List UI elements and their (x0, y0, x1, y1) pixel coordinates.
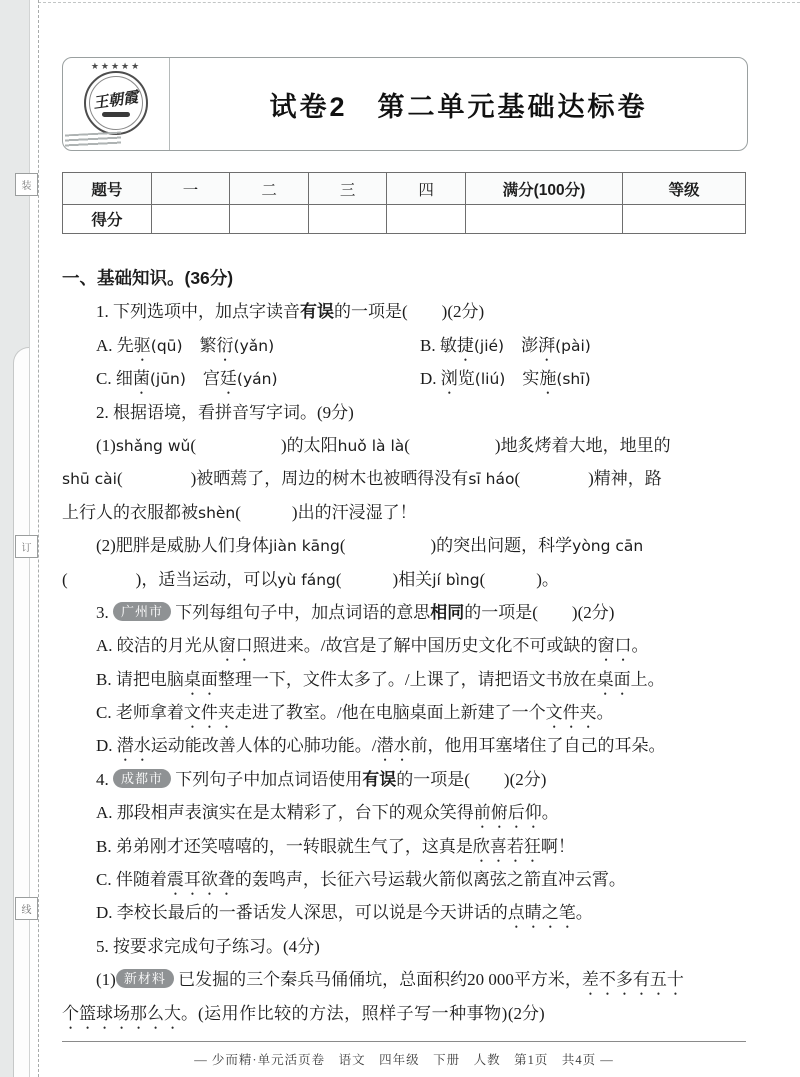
wave-lines-icon (65, 132, 121, 148)
exam-header-box (62, 57, 748, 151)
brand-logo-text: 王朝霞 (92, 89, 140, 113)
col-part-four: 四 (387, 173, 466, 205)
question-4-option-a: A. 那段相声表演实在是太精彩了，台下的观众笑得前俯后仰。 (96, 803, 559, 823)
question-5-prompt: 5. 按要求完成句子练习。(4分) (96, 936, 320, 956)
col-question-number: 题号 (63, 173, 152, 205)
score-table-score-row (63, 205, 746, 234)
question-4-option-d: D. 李校长最后的一番话发人深思，可以说是今天讲话的点睛之笔。 (96, 903, 593, 923)
footer-divider (62, 1041, 746, 1042)
footer-page-info: — 少而精·单元活页卷 语文 四年级 下册 人教 第1页 共4页 — (194, 1053, 614, 1067)
option-c: C. 细菌(jūn) 宫廷(yán) (96, 369, 278, 389)
brand-logo-inner (89, 76, 143, 130)
score-table-header-row (63, 173, 746, 205)
score-cell (151, 205, 230, 234)
question-5-part-1-line-2: 个篮球场那么大。(运用作比较的方法，照样子写一种事物)(2分) (62, 1003, 545, 1023)
question-4-option-c: C. 伴随着震耳欲聋的轰鸣声，长征六号运载火箭似离弦之箭直冲云霄。 (96, 870, 626, 890)
question-1-options-row-2 (62, 362, 748, 395)
question-2-part-1-line-3: 上行人的衣服都被shèn( )出的汗浸湿了！ (62, 502, 417, 522)
question-3-option-d: D. 潜水运动能改善人体的心肺功能。/潜水前，他用耳塞堵住了自己的耳朵。 (96, 736, 666, 756)
brand-logo-band (102, 112, 130, 117)
question-3-option-a: A. 皎洁的月光从窗口照进来。/故宫是了解中国历史文化不可或缺的窗口。 (96, 636, 649, 656)
question-2-part-2-line-1: (2)肥胖是威胁人们身体jiàn kāng( )的突出问题，科学yòng cān (96, 536, 644, 556)
stars-icon: ★★★★★ (90, 61, 142, 71)
brand-logo-circle (84, 71, 148, 135)
col-part-three: 三 (308, 173, 387, 205)
question-1-options-row-1 (62, 329, 748, 362)
binding-mark-zhuang: 装 (15, 173, 38, 196)
question-2-part-1-line-2: shū cài( )被晒蔫了，周边的树木也被晒得没有sī háo( )精神，路 (62, 469, 662, 489)
option-b: B. 敏捷(jié) 澎湃(pài) (420, 335, 591, 355)
binding-mark-xian: 线 (15, 897, 38, 920)
question-1-prompt: 1. 下列选项中，加点字读音有误的一项是( )(2分) (96, 302, 485, 322)
question-2-part-2-line-2: ( )，适当运动，可以yù fáng( )相关jí bìng( )。 (62, 569, 559, 589)
col-full-score: 满分(100分) (465, 173, 622, 205)
score-cell (387, 205, 466, 234)
question-4-option-b: B. 弟弟刚才还笑嘻嘻的，一转眼就生气了，这真是欣喜若狂啊！ (96, 836, 575, 856)
option-d: D. 浏览(liú) 实施(shī) (420, 369, 591, 389)
question-2-prompt: 2. 根据语境，看拼音写字词。(9分) (96, 402, 354, 422)
option-a: A. 先驱(qū) 繁衍(yǎn) (96, 335, 275, 355)
col-grade: 等级 (623, 173, 746, 205)
question-3-prompt: 3. 广州市 下列每组句子中，加点词语的意思相同的一项是( )(2分) (96, 602, 615, 622)
brand-logo (63, 58, 170, 150)
row-label-score: 得分 (63, 205, 152, 234)
score-cell (465, 205, 622, 234)
score-cell (230, 205, 309, 234)
col-part-one: 一 (151, 173, 230, 205)
question-3-option-c: C. 老师拿着文件夹走进了教室。/他在电脑桌面上新建了一个文件夹。 (96, 703, 614, 723)
col-part-two: 二 (230, 173, 309, 205)
score-cell (623, 205, 746, 234)
question-4-prompt: 4. 成都市 下列句子中加点词语使用有误的一项是( )(2分) (96, 769, 547, 789)
question-5-part-1-line-1: (1) 新材料 已发掘的三个秦兵马俑俑坑，总面积约20 000平方米，差不多有五十 (96, 970, 684, 990)
binding-dashed-line (38, 0, 39, 1077)
score-cell (308, 205, 387, 234)
section-heading: 一、基础知识。(36分) (62, 268, 234, 288)
exam-title: 试卷2 第二单元基础达标卷 (269, 91, 648, 122)
question-2-part-1-line-1: (1)shǎng wǔ( )的太阳huǒ là là( )地炙烤着大地，地里的 (96, 435, 671, 455)
exam-body (62, 262, 748, 1030)
score-table (62, 172, 746, 234)
question-3-option-b: B. 请把电脑桌面整理一下，文件太多了。/上课了，请把语文书放在桌面上。 (96, 669, 665, 689)
trim-mark-line (38, 2, 800, 3)
binding-mark-ding: 订 (15, 535, 38, 558)
